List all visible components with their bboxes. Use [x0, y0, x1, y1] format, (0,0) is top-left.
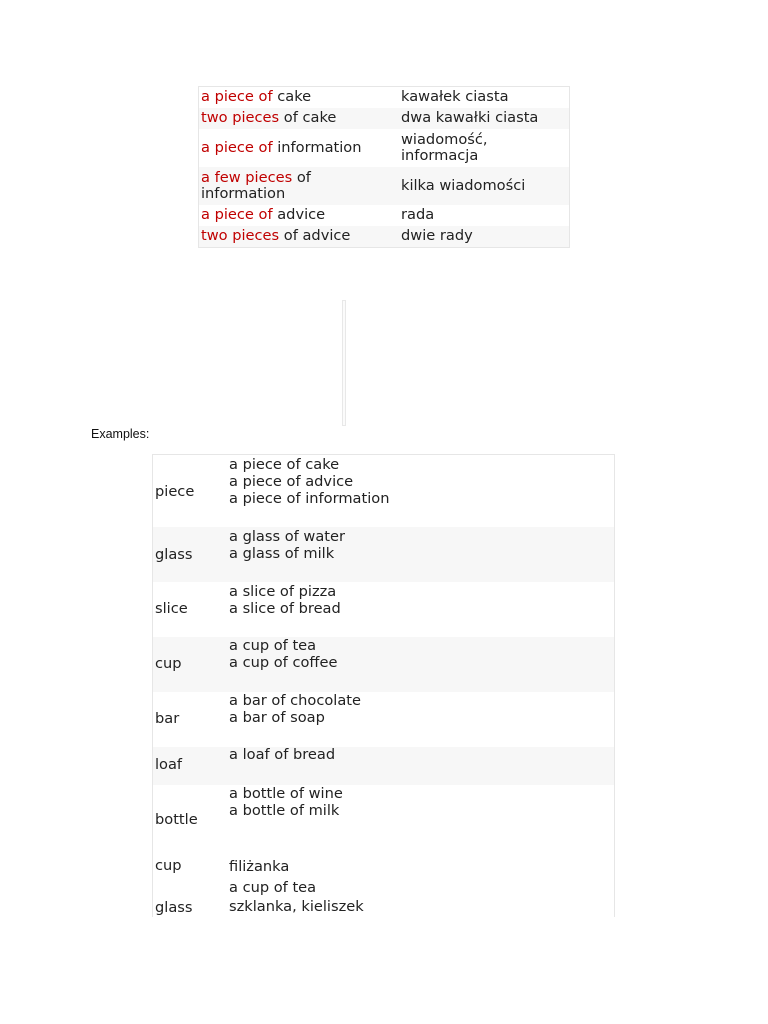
example-phrase: a cup of tea [229, 637, 317, 654]
translation-cell: dwa kawałki ciasta [401, 109, 539, 127]
phrase-noun: cake [272, 88, 312, 106]
phrase-quantifier: a piece of [201, 206, 273, 224]
table-row [199, 226, 569, 247]
example-phrase: filiżanka [229, 858, 290, 875]
phrase-quantifier: two pieces [201, 109, 280, 127]
example-phrase: a cup of coffee [229, 653, 338, 671]
translation-cell: kawałek ciasta [401, 88, 509, 106]
phrase-noun: information [272, 138, 362, 156]
table-row [153, 582, 614, 637]
example-list [229, 529, 345, 563]
measure-word: cup [155, 655, 182, 672]
example-phrase: a piece of information [229, 489, 390, 507]
translation-line: informacja [401, 147, 479, 164]
phrase-noun: of [292, 168, 311, 186]
example-list [229, 584, 341, 618]
table-row [199, 205, 569, 226]
example-phrase: a piece of advice [229, 472, 354, 490]
measure-word: bar [155, 710, 180, 727]
example-phrase: a bar of chocolate [229, 692, 361, 709]
example-list [229, 857, 316, 898]
example-list [229, 638, 337, 672]
phrase-cell [199, 87, 399, 108]
example-phrase: a piece of cake [229, 456, 340, 473]
examples-table [152, 454, 615, 917]
table-row [199, 129, 569, 167]
example-list [229, 747, 335, 764]
table-row [199, 87, 569, 108]
table-row [153, 455, 614, 527]
phrase-cell [199, 129, 399, 167]
phrase-quantifier: a piece of [201, 88, 273, 106]
example-list [229, 457, 389, 507]
translation-cell: dwie rady [401, 227, 473, 245]
table-row [153, 637, 614, 692]
table-row [153, 692, 614, 747]
phrase-cell [199, 226, 399, 247]
example-list [229, 693, 361, 727]
table-row [153, 747, 614, 785]
example-phrase: a glass of milk [229, 544, 335, 562]
example-phrase: a slice of bread [229, 599, 341, 617]
divider-strip [342, 300, 346, 426]
example-phrase: a slice of pizza [229, 583, 337, 600]
phrase-quantifier: a piece of [201, 138, 273, 156]
phrase-noun-line: information [201, 185, 286, 202]
example-phrase: szklanka, kieliszek [229, 898, 364, 915]
measure-word: piece [155, 483, 195, 500]
table-row [199, 108, 569, 129]
examples-label: Examples: [91, 427, 150, 441]
table-row [153, 899, 614, 917]
translation-line: wiadomość, [401, 130, 488, 148]
phrase-quantifier: a few pieces [201, 168, 293, 186]
vocabulary-table [198, 86, 570, 248]
example-list [229, 786, 343, 820]
measure-word: slice [155, 600, 188, 617]
measure-word: glass [155, 546, 193, 563]
table-row [153, 857, 614, 899]
measure-word: bottle [155, 811, 198, 828]
table-row [153, 785, 614, 857]
measure-word: glass [155, 899, 193, 916]
phrase-noun: advice [272, 206, 326, 224]
translation-cell: rada [401, 206, 435, 224]
measure-word: loaf [155, 756, 183, 773]
example-phrase: a loaf of bread [229, 746, 336, 763]
table-row [199, 167, 569, 205]
phrase-noun: of advice [279, 227, 351, 245]
translation-cell [399, 129, 569, 167]
translation-cell: kilka wiadomości [401, 176, 526, 194]
example-list [229, 899, 364, 916]
phrase-cell [199, 167, 399, 205]
example-phrase: a bottle of wine [229, 785, 343, 802]
example-phrase: a bottle of milk [229, 801, 340, 819]
example-phrase: a bar of soap [229, 708, 325, 726]
example-phrase: a glass of water [229, 528, 345, 545]
phrase-quantifier: two pieces [201, 227, 280, 245]
measure-word: cup [155, 857, 182, 874]
phrase-cell [199, 108, 399, 129]
phrase-noun: of cake [279, 109, 337, 127]
table-row [153, 527, 614, 582]
phrase-cell [199, 205, 399, 226]
example-phrase: a cup of tea [229, 878, 317, 896]
